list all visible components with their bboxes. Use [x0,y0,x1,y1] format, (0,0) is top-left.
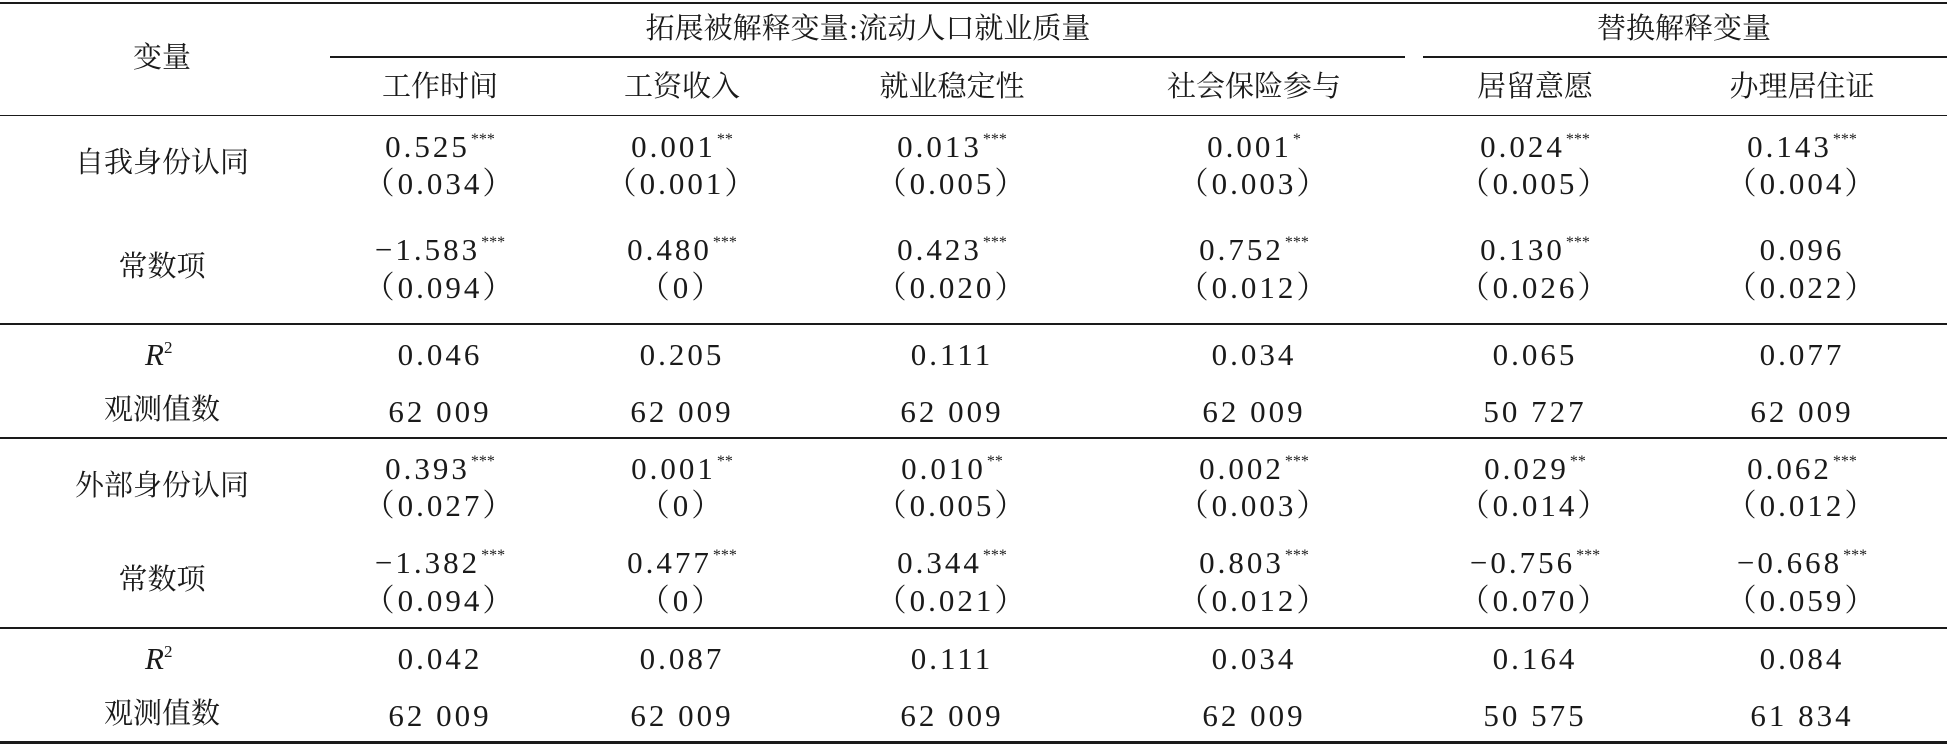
cell-value: 0.013 [897,129,982,164]
r-squared-cell: 0.065 [1492,337,1578,372]
std-error-cell: （0.094） [363,270,517,305]
coefficient-cell [631,453,733,484]
r-squared-cell: 0.084 [1759,641,1845,676]
std-error-cell: （0） [638,583,726,618]
significance-stars: ** [716,453,733,470]
std-error-cell: （0.012） [1177,270,1331,305]
observations-cell: 50 575 [1483,698,1587,733]
cell-value: −0.756 [1469,545,1576,580]
std-error-cell: （0.003） [1177,488,1331,523]
std-error-cell: （0.005） [875,488,1029,523]
observations-cell: 61 834 [1750,698,1854,733]
r-squared-cell: 0.111 [910,337,994,372]
observations-cell: 62 009 [630,394,734,429]
cell-value: 0.344 [897,545,982,580]
constant-cell [897,547,1007,578]
group2-title: 替换解释变量 [1596,11,1772,45]
row-label-observations: 观测值数 [103,696,221,730]
constant-cell [1199,234,1309,265]
constant-cell [1199,547,1309,578]
observations-cell: 62 009 [1202,698,1306,733]
r-squared-cell: 0.111 [910,641,994,676]
coefficient-cell [385,131,495,162]
row-label-observations: 观测值数 [103,392,221,426]
std-error-cell: （0.020） [875,270,1029,305]
r-squared-cell: 0.042 [397,641,483,676]
observations-cell: 62 009 [900,394,1004,429]
group2-underline [1423,56,1947,58]
significance-stars: *** [712,234,737,251]
coefficient-cell [1480,131,1590,162]
significance-stars: *** [1832,131,1857,148]
r-squared-cell: 0.205 [639,337,725,372]
cell-value: 0.752 [1199,232,1284,267]
significance-stars: *** [982,547,1007,564]
cell-value: 0.803 [1199,545,1284,580]
constant-cell [1470,547,1600,578]
column-header-social-insurance: 社会保险参与 [1166,69,1342,103]
observations-cell: 62 009 [1750,394,1854,429]
significance-stars: *** [1843,547,1868,564]
significance-stars: *** [1565,234,1590,251]
significance-stars: ** [986,453,1003,470]
cell-value: 0.010 [901,451,986,486]
significance-stars: *** [481,234,506,251]
cell-value: 0.130 [1480,232,1565,267]
row-label-constant: 常数项 [118,249,206,283]
bottom-rule [0,741,1947,744]
coefficient-cell [897,131,1007,162]
row-label-external-identity: 外部身份认同 [74,468,250,502]
r-squared-cell: 0.034 [1211,337,1297,372]
cell-value: 0.423 [897,232,982,267]
cell-value: 0.002 [1199,451,1284,486]
panel1-mid-rule [0,323,1947,325]
std-error-cell: （0） [638,270,726,305]
significance-stars: *** [712,547,737,564]
constant-cell [375,547,505,578]
std-error-cell: （0.014） [1458,488,1612,523]
std-error-cell: （0.021） [875,583,1029,618]
std-error-cell: （0.005） [875,166,1029,201]
observations-cell: 62 009 [1202,394,1306,429]
std-error-cell: （0） [638,488,726,523]
coefficient-cell [1747,453,1857,484]
significance-stars: *** [1284,453,1309,470]
cell-value: −0.668 [1736,545,1843,580]
row-label-r-squared: $R^2$ [145,641,173,676]
column-header-wage-income: 工资收入 [623,69,741,103]
significance-stars: *** [1576,547,1601,564]
variable-column-header: 变量 [132,40,192,74]
constant-cell [1737,547,1867,578]
std-error-cell: （0.059） [1725,583,1879,618]
std-error-cell: （0.070） [1458,583,1612,618]
significance-stars: ** [716,131,733,148]
significance-stars: * [1292,131,1301,148]
column-header-work-hours: 工作时间 [381,69,499,103]
significance-stars: *** [481,547,506,564]
constant-cell [627,234,737,265]
observations-cell: 50 727 [1483,394,1587,429]
std-error-cell: （0.005） [1458,166,1612,201]
cell-value: 0.024 [1480,129,1565,164]
cell-value: 0.001 [631,451,716,486]
cell-value: 0.143 [1747,129,1832,164]
std-error-cell: （0.026） [1458,270,1612,305]
header-rule [0,115,1947,116]
constant-cell [627,547,737,578]
std-error-cell: （0.001） [605,166,759,201]
observations-cell: 62 009 [388,698,492,733]
cell-value: 0.001 [1207,129,1292,164]
column-header-residence-intention: 居留意愿 [1476,69,1594,103]
coefficient-cell [1199,453,1309,484]
column-header-employment-stability: 就业稳定性 [879,69,1025,103]
coefficient-cell [1207,131,1301,162]
constant-cell [1760,234,1845,265]
std-error-cell: （0.003） [1177,166,1331,201]
row-label-self-identity: 自我身份认同 [74,145,250,179]
std-error-cell: （0.022） [1725,270,1879,305]
cell-value: 0.480 [627,232,712,267]
observations-cell: 62 009 [900,698,1004,733]
r-squared-cell: 0.034 [1211,641,1297,676]
significance-stars: *** [1284,547,1309,564]
cell-value: 0.393 [385,451,470,486]
significance-stars: *** [982,234,1007,251]
significance-stars: *** [470,131,495,148]
significance-stars: ** [1569,453,1586,470]
significance-stars: *** [982,131,1007,148]
cell-value: 0.062 [1747,451,1832,486]
coefficient-cell [631,131,733,162]
significance-stars: *** [470,453,495,470]
significance-stars: *** [1565,131,1590,148]
coefficient-cell [901,453,1003,484]
significance-stars: *** [1832,453,1857,470]
std-error-cell: （0.034） [363,166,517,201]
cell-value: 0.477 [627,545,712,580]
group1-title: 拓展被解释变量:流动人口就业质量 [645,11,1091,45]
observations-cell: 62 009 [388,394,492,429]
coefficient-cell [1484,453,1586,484]
group1-underline [330,56,1405,58]
coefficient-cell [385,453,495,484]
cell-value: 0.001 [631,129,716,164]
panel2-mid-rule [0,627,1947,629]
std-error-cell: （0.012） [1725,488,1879,523]
row-label-r-squared: $R^2$ [145,337,173,372]
r-squared-cell: 0.077 [1759,337,1845,372]
panel-divider-rule [0,437,1947,439]
std-error-cell: （0.012） [1177,583,1331,618]
constant-cell [1480,234,1590,265]
constant-cell [375,234,505,265]
std-error-cell: （0.027） [363,488,517,523]
std-error-cell: （0.004） [1725,166,1879,201]
cell-value: 0.096 [1759,232,1845,267]
observations-cell: 62 009 [630,698,734,733]
r-squared-cell: 0.046 [397,337,483,372]
cell-value: 0.525 [385,129,470,164]
top-rule [0,2,1947,4]
coefficient-cell [1747,131,1857,162]
cell-value: −1.382 [374,545,481,580]
constant-cell [897,234,1007,265]
column-header-residence-permit: 办理居住证 [1729,69,1875,103]
cell-value: 0.029 [1484,451,1569,486]
r-squared-cell: 0.164 [1492,641,1578,676]
std-error-cell: （0.094） [363,583,517,618]
cell-value: −1.583 [374,232,481,267]
row-label-constant: 常数项 [118,562,206,596]
significance-stars: *** [1284,234,1309,251]
r-squared-cell: 0.087 [639,641,725,676]
